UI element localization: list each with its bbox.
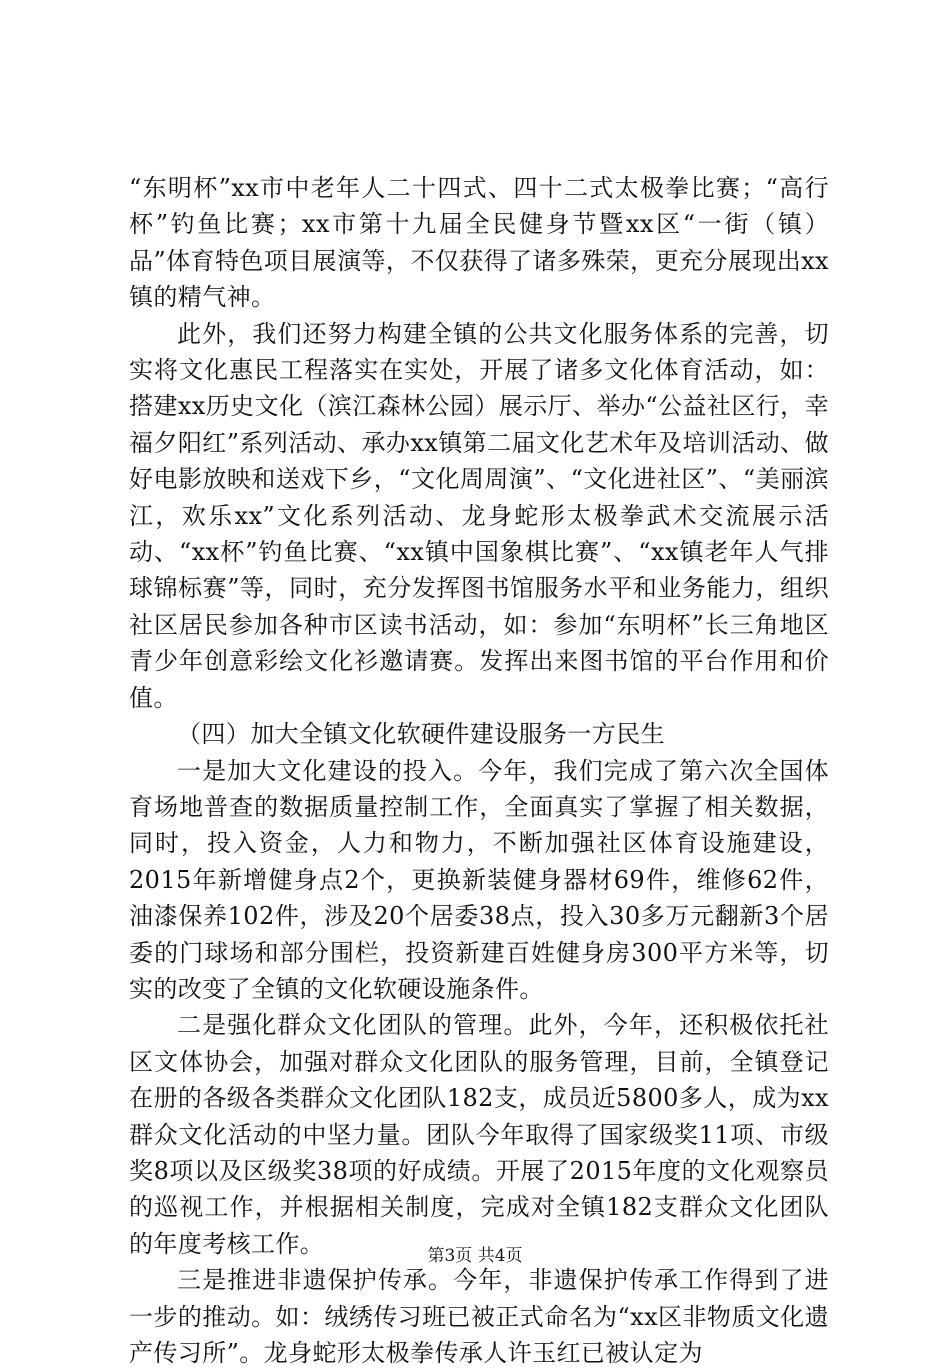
paragraph-investment: 一是加大文化建设的投入。今年，我们完成了第六次全国体育场地普查的数据质量控制工作，全面真实了掌握了相关数据，同时，投入资金，人力和物力，不断加强社区体育设施建设，2015年新增健身点2个，更换新装健身器材69件，维修62件，油漆保养102件，涉及20个居委38点，投入30多万元翻新3个居委的门球场和部分围栏，投资新建百姓健身房300平方米等，切实的改变了全镇的文化软硬设施条件。 bbox=[129, 756, 829, 1003]
paragraph-heritage: 三是推进非遗保护传承。今年，非遗保护传承工作得到了进一步的推动。如：绒绣传习班已被正式命名为“xx区非物质文化遗产传习所”。龙身蛇形太极拳传承人许玉红已被认定为 bbox=[129, 1266, 829, 1367]
section-heading: （四）加大全镇文化软硬件建设服务一方民生 bbox=[177, 720, 665, 749]
page-footer: 第3页 共4页 bbox=[427, 1246, 523, 1266]
paragraph-public-culture: 此外，我们还努力构建全镇的公共文化服务体系的完善，切实将文化惠民工程落实在实处，开展了诸多文化体育活动，如：搭建xx历史文化（滨江森林公园）展示厅、举办“公益社区行，幸福夕阳红”系列活动、承办xx镇第二届文化艺术年及培训活动、做好电影放映和送戏下乡，“文化周周演”、“文化进社区”、“美丽滨江，欢乐xx”文化系列活动、龙身蛇形太极拳武术交流展示活动、“xx杯”钓鱼比赛、“xx镇中国象棋比赛”、“xx镇老年人气排球锦标赛”等，同时，充分发挥图书馆服务水平和业务能力，组织社区居民参加各种市区读书活动，如：参加“东明杯”长三角地区青少年创意彩绘文化衫邀请赛。发挥出来图书馆的平台作用和价值。 bbox=[129, 319, 829, 712]
paragraph-competitions: “东明杯”xx市中老年人二十四式、四十二式太极拳比赛；“高行杯”钓鱼比赛；xx市第十九届全民健身节暨xx区“一街（镇）品”体育特色项目展演等，不仅获得了诸多殊荣，更充分展现出xx镇的精气神。 bbox=[129, 174, 829, 312]
document-body bbox=[129, 170, 829, 1371]
paragraph-team-management: 二是强化群众文化团队的管理。此外，今年，还积极依托社区文体协会，加强对群众文化团队的服务管理，目前，全镇登记在册的各级各类群众文化团队182支，成员近5800多人，成为xx群众文化活动的中坚力量。团队今年取得了国家级奖11项、市级奖8项以及区级奖38项的好成绩。开展了2015年度的文化观察员的巡视工作，并根据相关制度，完成对全镇182支群众文化团队的年度考核工作。 bbox=[129, 1011, 829, 1258]
